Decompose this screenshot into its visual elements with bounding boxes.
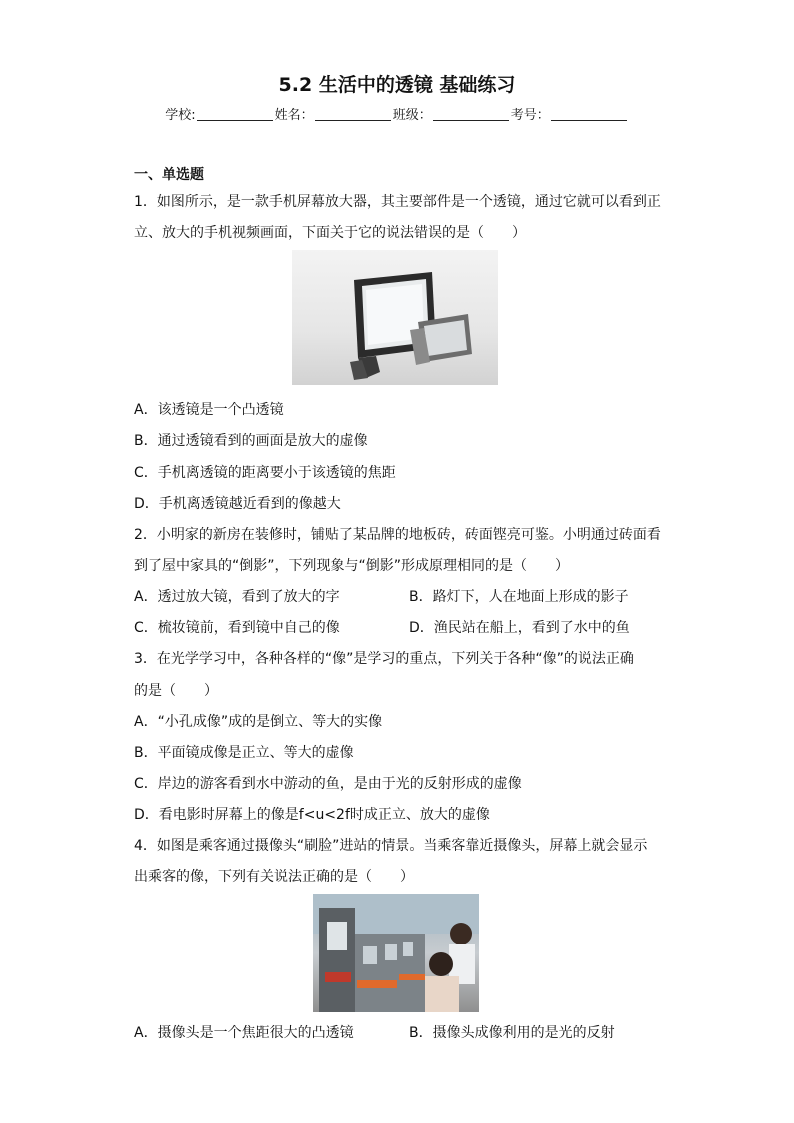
q2-option-d[interactable]: D．渔民站在船上，看到了水中的鱼 xyxy=(409,620,630,636)
q4-stem-line2: 出乘客的像，下列有关说法正确的是（ ） xyxy=(134,869,414,885)
face-scan-gate-image xyxy=(313,894,479,1012)
q2-option-a[interactable]: A．透过放大镜，看到了放大的字 xyxy=(134,589,340,605)
q4-stem-line1: 4．如图是乘客通过摄像头“刷脸”进站的情景。当乘客靠近摄像头，屏幕上就会显示 xyxy=(134,838,648,854)
screen-magnifier-image xyxy=(292,250,498,385)
q1-option-c[interactable]: C．手机离透镜的距离要小于该透镜的焦距 xyxy=(134,465,396,481)
name-label: 姓名： xyxy=(274,108,314,123)
q2-stem-line1: 2．小明家的新房在装修时，铺贴了某品牌的地板砖，砖面铿亮可鉴。小明通过砖面看 xyxy=(134,527,661,543)
q4-option-a[interactable]: A．摄像头是一个焦距很大的凸透镜 xyxy=(134,1025,354,1041)
q3-option-a[interactable]: A．“小孔成像”成的是倒立、等大的实像 xyxy=(134,714,383,730)
q3-stem-line1: 3．在光学学习中，各种各样的“像”是学习的重点，下列关于各种“像”的说法正确 xyxy=(134,651,634,667)
page-title: 5.2 生活中的透镜 基础练习 xyxy=(278,74,516,96)
q1-stem-line1: 1．如图所示，是一款手机屏幕放大器，其主要部件是一个透镜，通过它就可以看到正 xyxy=(134,194,661,210)
school-label: 学校: xyxy=(165,108,196,123)
q2-option-b[interactable]: B．路灯下，人在地面上形成的影子 xyxy=(409,589,629,605)
number-label: 考号： xyxy=(510,108,550,123)
q1-option-a[interactable]: A．该透镜是一个凸透镜 xyxy=(134,402,284,418)
school-blank[interactable] xyxy=(197,108,273,121)
q4-option-b[interactable]: B．摄像头成像利用的是光的反射 xyxy=(409,1025,615,1041)
q1-option-b[interactable]: B．通过透镜看到的画面是放大的虚像 xyxy=(134,433,368,449)
q1-stem-line2: 立、放大的手机视频画面，下面关于它的说法错误的是（ ） xyxy=(134,225,526,241)
section-heading: 一、单选题 xyxy=(134,167,204,183)
q3-option-d[interactable]: D．看电影时屏幕上的像是f<u<2f时成正立、放大的虚像 xyxy=(134,807,490,823)
q3-option-c[interactable]: C．岸边的游客看到水中游动的鱼，是由于光的反射形成的虚像 xyxy=(134,776,522,792)
student-info-row xyxy=(0,104,794,123)
q1-option-d[interactable]: D．手机离透镜越近看到的像越大 xyxy=(134,496,341,512)
class-blank[interactable] xyxy=(433,108,509,121)
q2-option-c[interactable]: C．梳妆镜前，看到镜中自己的像 xyxy=(134,620,340,636)
name-blank[interactable] xyxy=(315,108,391,121)
number-blank[interactable] xyxy=(551,108,627,121)
q2-stem-line2: 到了屋中家具的“倒影”，下列现象与“倒影”形成原理相同的是（ ） xyxy=(134,558,570,574)
q3-option-b[interactable]: B．平面镜成像是正立、等大的虚像 xyxy=(134,745,354,761)
class-label: 班级： xyxy=(392,108,432,123)
q3-stem-line2: 的是（ ） xyxy=(134,683,218,699)
